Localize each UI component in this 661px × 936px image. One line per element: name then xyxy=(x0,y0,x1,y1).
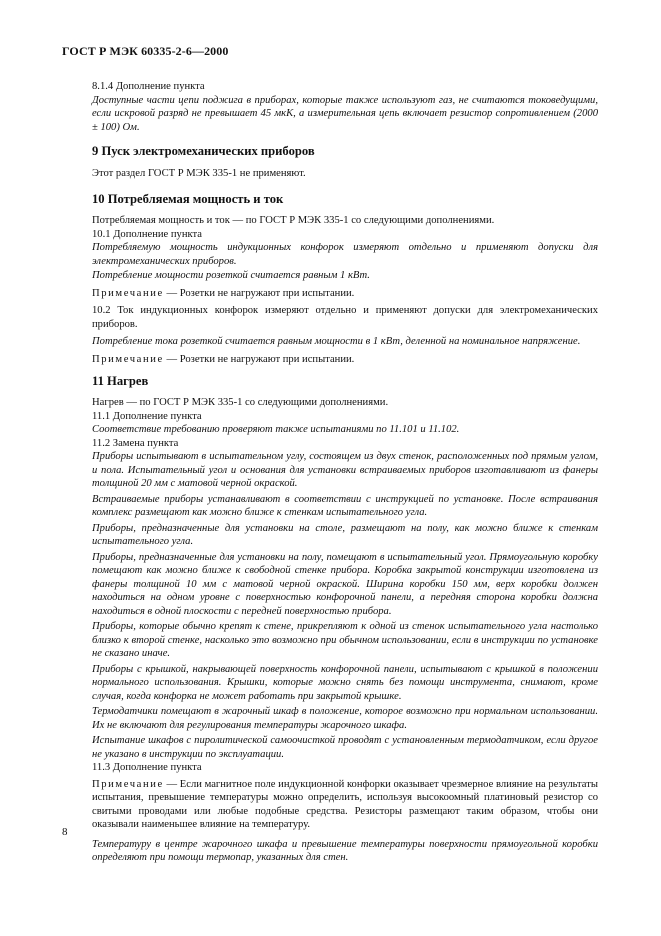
clause-text: Доступные части цепи поджига в приборах, которые также используют газ, не считаются токоведущими, если искровой разряд не превышает 45 мкК, а измерительная цепь включает резистор сопротивлением (2000 ± 100) Ом. xyxy=(92,94,598,133)
note xyxy=(92,287,598,301)
clause-text: Потребление мощности розеткой считается равным 1 кВт. xyxy=(92,270,370,281)
page-number: 8 xyxy=(62,826,68,838)
clause-text: 10.2 Ток индукционных конфорок измеряют отдельно и применяют допуски для электромеханических приборов. xyxy=(92,305,598,330)
note-label: Примечание xyxy=(92,353,164,365)
note-text: — Розетки не нагружают при испытании. xyxy=(163,353,355,365)
note-label: Примечание xyxy=(92,778,164,790)
clause-text: Приборы, предназначенные для установки на столе, размещают на полу, как можно ближе к стенкам испытательного угла. xyxy=(92,522,598,547)
clause-text: Потребление тока розеткой считается равным мощности в 1 кВт, деленной на номинальное напряжение. xyxy=(92,336,581,347)
clause-title: 10.1 Дополнение пункта xyxy=(92,228,202,240)
clause-title: 11.2 Замена пункта xyxy=(92,437,179,449)
clause-title: 8.1.4 Дополнение пункта xyxy=(92,81,205,92)
clause-text: Приборы с крышкой, накрывающей поверхность конфорочной панели, испытывают с крышкой в положении нормального использования. Крышки, которые можно снять без помощи инструмента, снимают, кроме случая, когда конфорка не может работать при закрытой крышке. xyxy=(92,663,598,702)
section-11-body xyxy=(92,396,598,865)
clause-text: Приборы, предназначенные для установки на полу, помещают в испытательный угол. Прямоугольную коробку помещают как можно ближе к свободной стенке прибора. Коробка закрытой конструкции изготовлена из фанеры толщиной 10 мм с матовой черной окраской. Ширина коробки 150 мм, верх коробки должен находиться на одном уровне с поверхностью конфорочной панели, а передняя сторона коробки должна находиться в одной плоскости с передней поверхностью прибора. xyxy=(92,551,598,617)
section-10-body xyxy=(92,214,598,366)
section-9-text: Этот раздел ГОСТ Р МЭК 335-1 не применяют. xyxy=(92,168,306,179)
section-heading-11: 11 Нагрев xyxy=(92,374,149,388)
clause-8-1-4 xyxy=(92,80,598,134)
clause-text: Встраиваемые приборы устанавливают в соответствии с инструкцией по установке. После встраивания комплекс размещают как можно ближе к стенкам испытательного угла. xyxy=(92,493,598,518)
clause-text: Приборы, которые обычно крепят к стене, прикрепляют к одной из стенок испытательного угла настолько близко к второй стенке, насколько это возможно при обычном использовании, если в инструкции по установке не сказано иначе. xyxy=(92,621,598,659)
note xyxy=(92,778,598,832)
clause-text: Приборы испытывают в испытательном углу, состоящем из двух стенок, расположенных под прямым углом, и пола. Испытательный угол и основания для установки встраиваемых приборов изготавливают из фанеры толщиной 20 мм с матовой черной окраской. xyxy=(92,451,598,489)
clause-text: Соответствие требованию проверяют также испытаниями по 11.101 и 11.102. xyxy=(92,424,460,435)
clause-text: Температуру в центре жарочного шкафа и превышение температуры поверхности прямоугольной коробки определяют при помощи термопар, указанных для стен. xyxy=(92,838,598,863)
note-text: — Розетки не нагружают при испытании. xyxy=(163,287,355,299)
clause-title: 11.3 Дополнение пункта xyxy=(92,762,202,773)
note xyxy=(92,353,598,367)
page-header: ГОСТ Р МЭК 60335-2-6—2000 xyxy=(62,44,229,58)
note-text: — Если магнитное поле индукционной конфорки оказывает чрезмерное влияние на результаты испытания, превышение температуры можно определить, используя высокоомный платиновый резистор со свитыми проводами или любые подобные средства. Резисторы размещают таким образом, чтобы они оказывали наименьшее влияние на температуру. xyxy=(92,778,598,830)
section-heading-10: 10 Потребляемая мощность и ток xyxy=(92,192,284,206)
note-label: Примечание xyxy=(92,287,164,299)
section-intro: Потребляемая мощность и ток — по ГОСТ Р МЭК 335-1 со следующими дополнениями. xyxy=(92,215,495,226)
clause-text: Термодатчики помещают в жарочный шкаф в положение, которое возможно при нормальном использовании. Их не включают для регулирования температуры жарочного шкафа. xyxy=(92,706,598,731)
section-heading-9: 9 Пуск электромеханических приборов xyxy=(92,144,315,158)
clause-title: 11.1 Дополнение пункта xyxy=(92,410,202,422)
section-intro: Нагрев — по ГОСТ Р МЭК 335-1 со следующими дополнениями. xyxy=(92,397,389,408)
clause-text: Испытание шкафов с пиролитической самоочисткой проводят с установленным термодатчиком, если другое не указано в инструкции по эксплуатации. xyxy=(92,735,598,760)
clause-text: Потребляемую мощность индукционных конфорок измеряют отдельно и применяют допуски для электромеханических приборов. xyxy=(92,242,598,267)
